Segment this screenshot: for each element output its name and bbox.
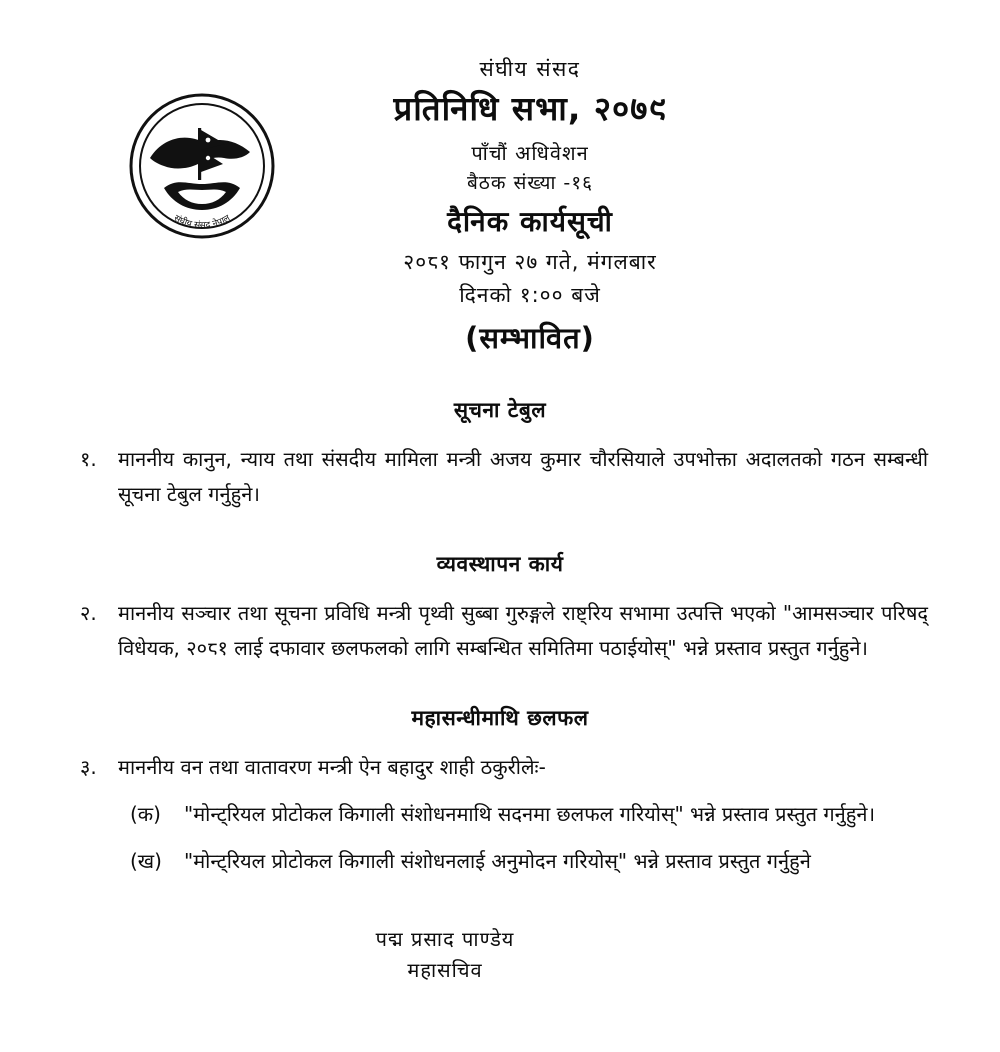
section-title-convention-discussion: महासन्धीमाथि छलफल (411, 706, 589, 731)
agenda-item (72, 596, 928, 666)
agenda-subitem-label: (ख) (130, 849, 162, 874)
agenda-item-text: माननीय कानुन, न्याय तथा संसदीय मामिला मन्त्री अजय कुमार चौरसियाले उपभोक्ता अदालतको गठन सम्बन्धी सूचना टेबुल गर्नुहुने। (118, 447, 928, 507)
agenda-item-text: माननीय वन तथा वातावरण मन्त्री ऐन बहादुर शाही ठकुरीलेः- (118, 755, 546, 780)
header-line-federal-parliament: संघीय संसद (479, 57, 581, 81)
agenda-item-number: १. (80, 447, 97, 472)
header-line-house-of-representatives: प्रतिनिधि सभा, २०७९ (393, 89, 667, 129)
agenda-item-text: माननीय सञ्चार तथा सूचना प्रविधि मन्त्री पृथ्वी सुब्बा गुरुङ्गले राष्ट्रिय सभामा उत्पत्ति भएको "आमसञ्चार परिषद् विधेयक, २०८१ लाई दफावार छलफलको लागि सम्बन्धित समितिमा पठाईयोस्" भन्ने प्रस्ताव प्रस्तुत गर्नुहुने। (118, 601, 928, 661)
signature-title: महासचिव (407, 958, 483, 983)
agenda-item (72, 442, 928, 512)
header-line-meeting-number: बैठक संख्या -१६ (466, 171, 594, 194)
agenda-subitem (130, 844, 928, 879)
header-line-session: पाँचौं अधिवेशन (471, 140, 589, 165)
section-title-notice-table: सूचना टेबुल (453, 398, 547, 423)
svg-text:संघीय संसद नेपाल: संघीय संसद नेपाल (171, 213, 233, 232)
agenda-subitem-label: (क) (130, 802, 161, 827)
agenda-item-number: २. (80, 601, 97, 626)
signature-block (72, 925, 928, 983)
header-line-daily-agenda: दैनिक कार्यसूची (447, 204, 613, 238)
nepal-parliament-emblem-icon (128, 92, 276, 240)
header-line-tentative: (सम्भावित) (465, 321, 595, 356)
header-line-date: २०८१ फागुन २७ गते, मंगलबार (403, 250, 657, 275)
agenda-subitem (130, 797, 928, 832)
agenda-subitem-text: "मोन्ट्रियल प्रोटोकल किगाली संशोधनमाथि सदनमा छलफल गरियोस्" भन्ने प्रस्ताव प्रस्तुत गर्नुहुने। (184, 802, 876, 827)
signature-name: पद्म प्रसाद पाण्डेय (375, 927, 515, 952)
agenda-item-number: ३. (80, 755, 97, 780)
section-title-legislative-business: व्यवस्थापन कार्य (436, 552, 564, 577)
header-line-time: दिनको १:०० बजे (459, 282, 601, 307)
agenda-item (72, 750, 928, 785)
agenda-subitem-text: "मोन्ट्रियल प्रोटोकल किगाली संशोधनलाई अनुमोदन गरियोस्" भन्ने प्रस्ताव प्रस्तुत गर्नुहुने (184, 849, 811, 874)
